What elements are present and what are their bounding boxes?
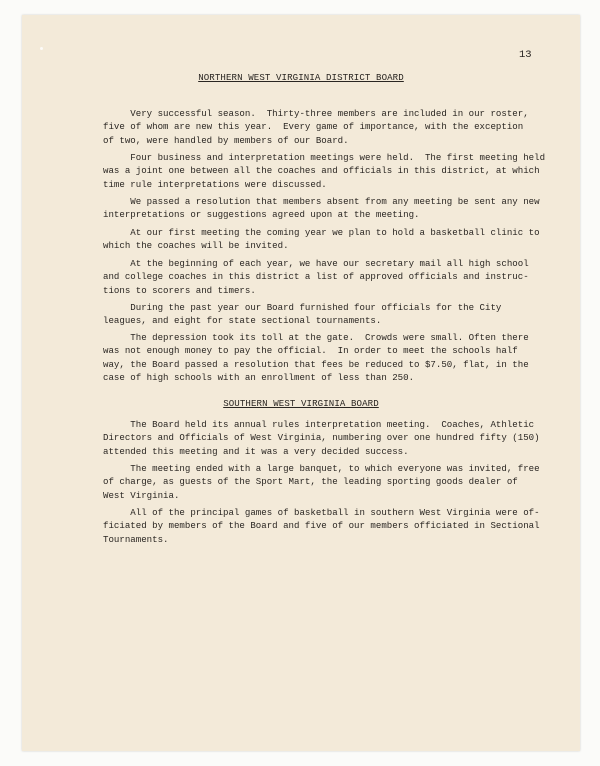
text-line: Tournaments. [103, 533, 169, 545]
text-line: West Virginia. [103, 489, 180, 501]
text-line: way, the Board passed a resolution that fees be reduced to $7.50, flat, in the [103, 358, 529, 370]
text-line: The depression took its toll at the gate. Crowds were small. Often there [103, 332, 529, 343]
paragraph-interpretation-meeting [103, 418, 543, 458]
text-line: of two, were handled by members of our Board. [103, 134, 349, 146]
text-line: Directors and Officials of West Virginia, numbering over one hundred fifty (150) [103, 432, 540, 444]
text-line: case of high schools with an enrollment of less than 250. [103, 372, 415, 384]
text-line: Four business and interpretation meetings were held. The first meeting held [103, 152, 546, 163]
text-line: was a joint one between all the coaches and officials in this district, at which [103, 165, 540, 177]
text-line: We passed a resolution that members absent from any meeting be sent any new [103, 196, 540, 207]
text-line: of charge, as guests of the Sport Mart, the leading sporting goods dealer of [103, 476, 518, 488]
text-line: During the past year our Board furnished four officials for the City [103, 302, 502, 313]
text-line: At our first meeting the coming year we plan to hold a basketball clinic to [103, 227, 540, 238]
section-heading-southern: SOUTHERN WEST VIRGINIA BOARD [223, 398, 379, 409]
text-line: and college coaches in this district a list of approved officials and instruc- [103, 271, 529, 283]
paragraph-roster [103, 107, 543, 147]
text-line: five of whom are new this year. Every game of importance, with the exception [103, 121, 524, 133]
section-heading-northern: NORTHERN WEST VIRGINIA DISTRICT BOARD [198, 72, 404, 83]
paragraph-resolution [103, 195, 543, 222]
text-line: Very successful season. Thirty-three members are included in our roster, [103, 108, 529, 119]
text-line: ficiated by members of the Board and five of our members officiated in Sectional [103, 520, 540, 532]
text-line: attended this meeting and it was a very decided success. [103, 445, 409, 457]
text-line: leagues, and eight for state sectional tournaments. [103, 315, 382, 327]
text-line: tions to scorers and timers. [103, 284, 256, 296]
paragraph-officials [103, 301, 543, 328]
text-line: The meeting ended with a large banquet, to which everyone was invited, free [103, 463, 540, 474]
page-number: 13 [519, 49, 532, 61]
paragraph-principal-games [103, 506, 543, 546]
text-line: The Board held its annual rules interpretation meeting. Coaches, Athletic [103, 419, 535, 430]
paragraph-secretary [103, 257, 543, 297]
text-line: All of the principal games of basketball in southern West Virginia were of- [103, 507, 540, 518]
paragraph-depression [103, 331, 543, 385]
text-line: which the coaches will be invited. [103, 240, 289, 252]
text-line: time rule interpretations were discussed. [103, 178, 327, 190]
paper-speck [40, 47, 43, 50]
text-line: At the beginning of each year, we have our secretary mail all high school [103, 258, 529, 269]
text-line: interpretations or suggestions agreed upon at the meeting. [103, 209, 420, 221]
text-line: was not enough money to pay the official. In order to meet the schools half [103, 345, 518, 357]
document-page [22, 15, 580, 751]
paragraph-banquet [103, 462, 543, 502]
paragraph-clinic [103, 226, 543, 253]
paragraph-meetings [103, 151, 546, 191]
